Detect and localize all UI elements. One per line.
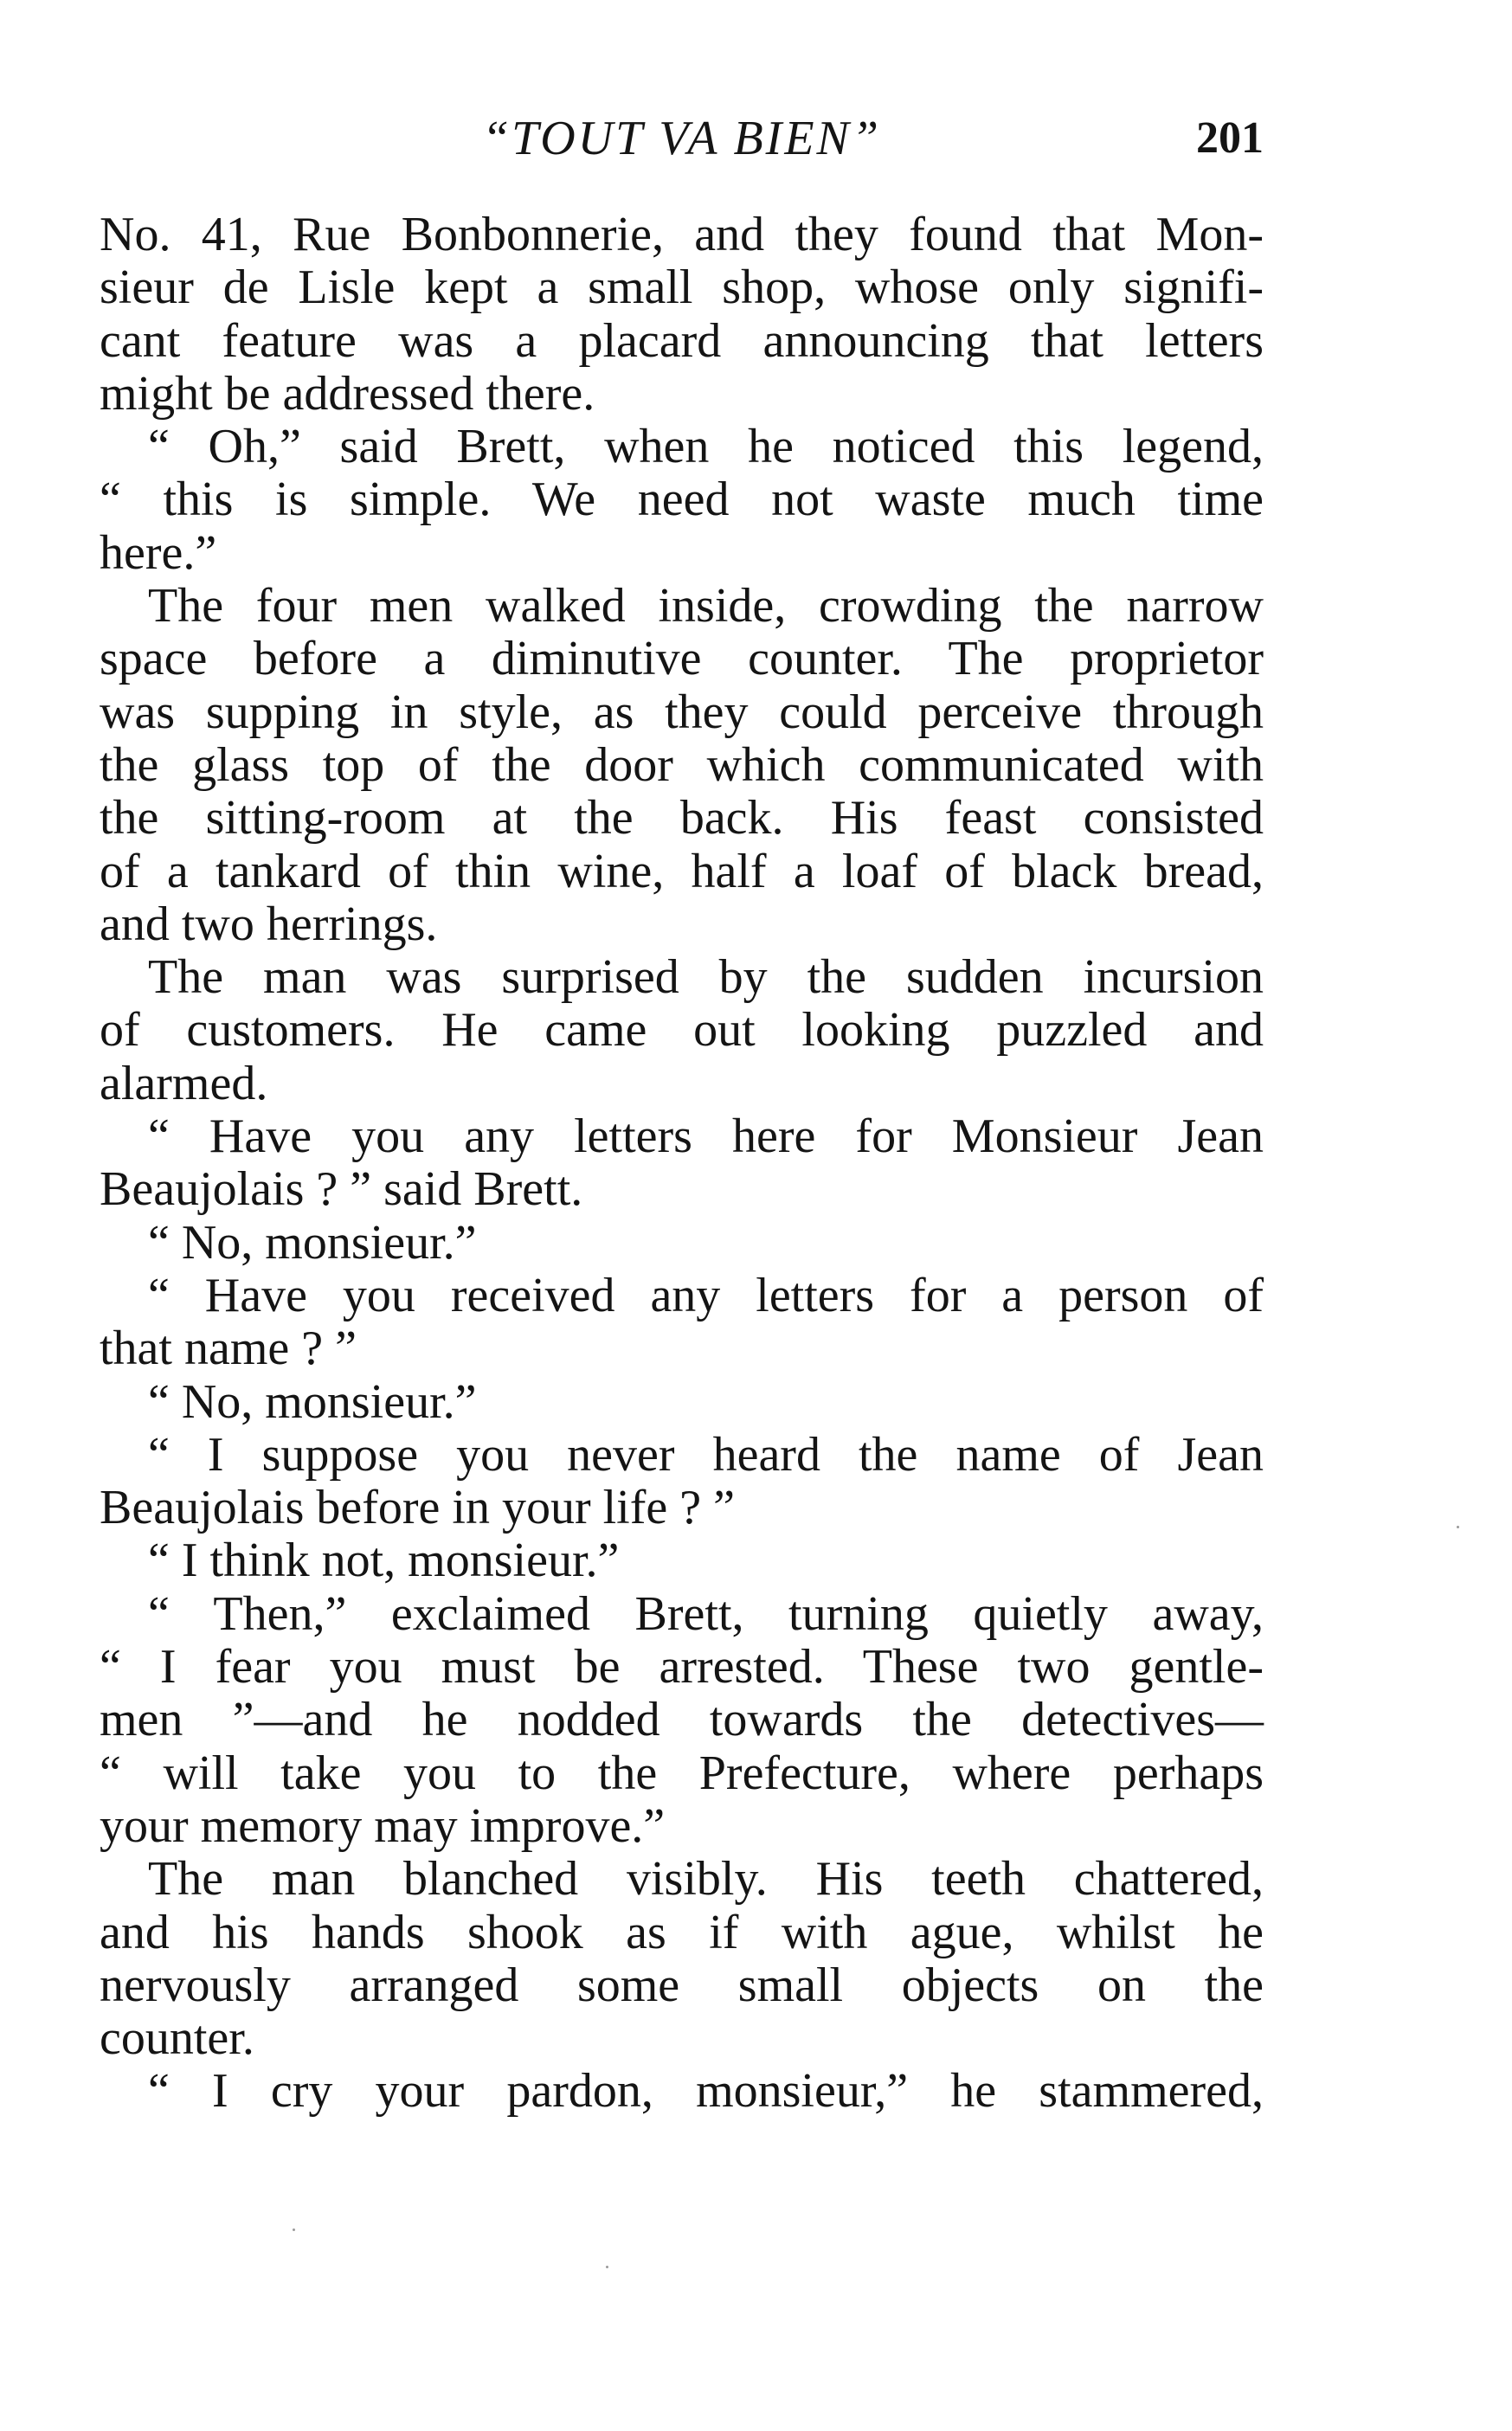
text-line: “ Have you any letters here for Monsieur Jean [148, 1109, 1264, 1164]
page-header [100, 104, 1264, 173]
text-line: and two herrings. [100, 897, 438, 951]
text-line: that name ? ” [100, 1322, 357, 1376]
text-line: might be addressed there. [100, 366, 595, 421]
text-line: alarmed. [100, 1056, 268, 1110]
paper-speck [293, 2228, 295, 2231]
paper-speck [1457, 1526, 1459, 1528]
text-line: Beaujolais ? ” said Brett. [100, 1162, 583, 1217]
text-line: “ No, monsieur.” [148, 1374, 477, 1429]
text-line: your memory may improve.” [100, 1798, 666, 1853]
text-line: of a tankard of thin wine, half a loaf of black bread, [100, 844, 1264, 898]
text-line: “ Oh,” said Brett, when he noticed this legend, [148, 420, 1264, 474]
text-line: and his hands shook as if with ague, whilst he [100, 1905, 1264, 1959]
text-line: counter. [100, 2011, 254, 2066]
text-line: “ will take you to the Prefecture, where perhaps [100, 1746, 1264, 1800]
text-line: cant feature was a placard announcing that letters [100, 313, 1264, 368]
text-line: “ I cry your pardon, monsieur,” he stammered, [148, 2064, 1264, 2119]
text-line: “ I think not, monsieur.” [148, 1534, 620, 1588]
text-line: was supping in style, as they could perceive through [100, 685, 1264, 739]
text-line: “ I fear you must be arrested. These two gentle- [100, 1640, 1264, 1695]
text-line: “ Then,” exclaimed Brett, turning quietly away, [148, 1586, 1264, 1641]
running-title: “TOUT VA BIEN” [481, 112, 882, 165]
text-line: men ”—and he nodded towards the detectives— [100, 1693, 1264, 1747]
page-number: 201 [1196, 113, 1264, 163]
text-line: here.” [100, 525, 217, 580]
text-line: “ No, monsieur.” [148, 1215, 477, 1270]
text-line: the glass top of the door which communicated with [100, 737, 1264, 792]
text-line: Beaujolais before in your life ? ” [100, 1481, 735, 1535]
text-line: The four men walked inside, crowding the narrow [148, 579, 1264, 633]
text-line: nervously arranged some small objects on the [100, 1958, 1264, 2012]
text-line: of customers. He came out looking puzzled and [100, 1003, 1264, 1058]
text-line: “ this is simple. We need not waste much time [100, 473, 1264, 527]
text-line: “ Have you received any letters for a person of [148, 1268, 1264, 1322]
text-line: No. 41, Rue Bonbonnerie, and they found that Mon- [100, 208, 1264, 261]
text-line: space before a diminutive counter. The proprietor [100, 632, 1264, 686]
body-text [100, 209, 1264, 2119]
text-line: the sitting-room at the back. His feast consisted [100, 791, 1264, 846]
paper-speck [606, 2266, 608, 2268]
text-line: The man blanched visibly. His teeth chattered, [148, 1852, 1264, 1907]
text-line: The man was surprised by the sudden incursion [148, 950, 1264, 1005]
text-line: sieur de Lisle kept a small shop, whose only signifi- [100, 260, 1264, 315]
text-line: “ I suppose you never heard the name of Jean [148, 1427, 1264, 1482]
